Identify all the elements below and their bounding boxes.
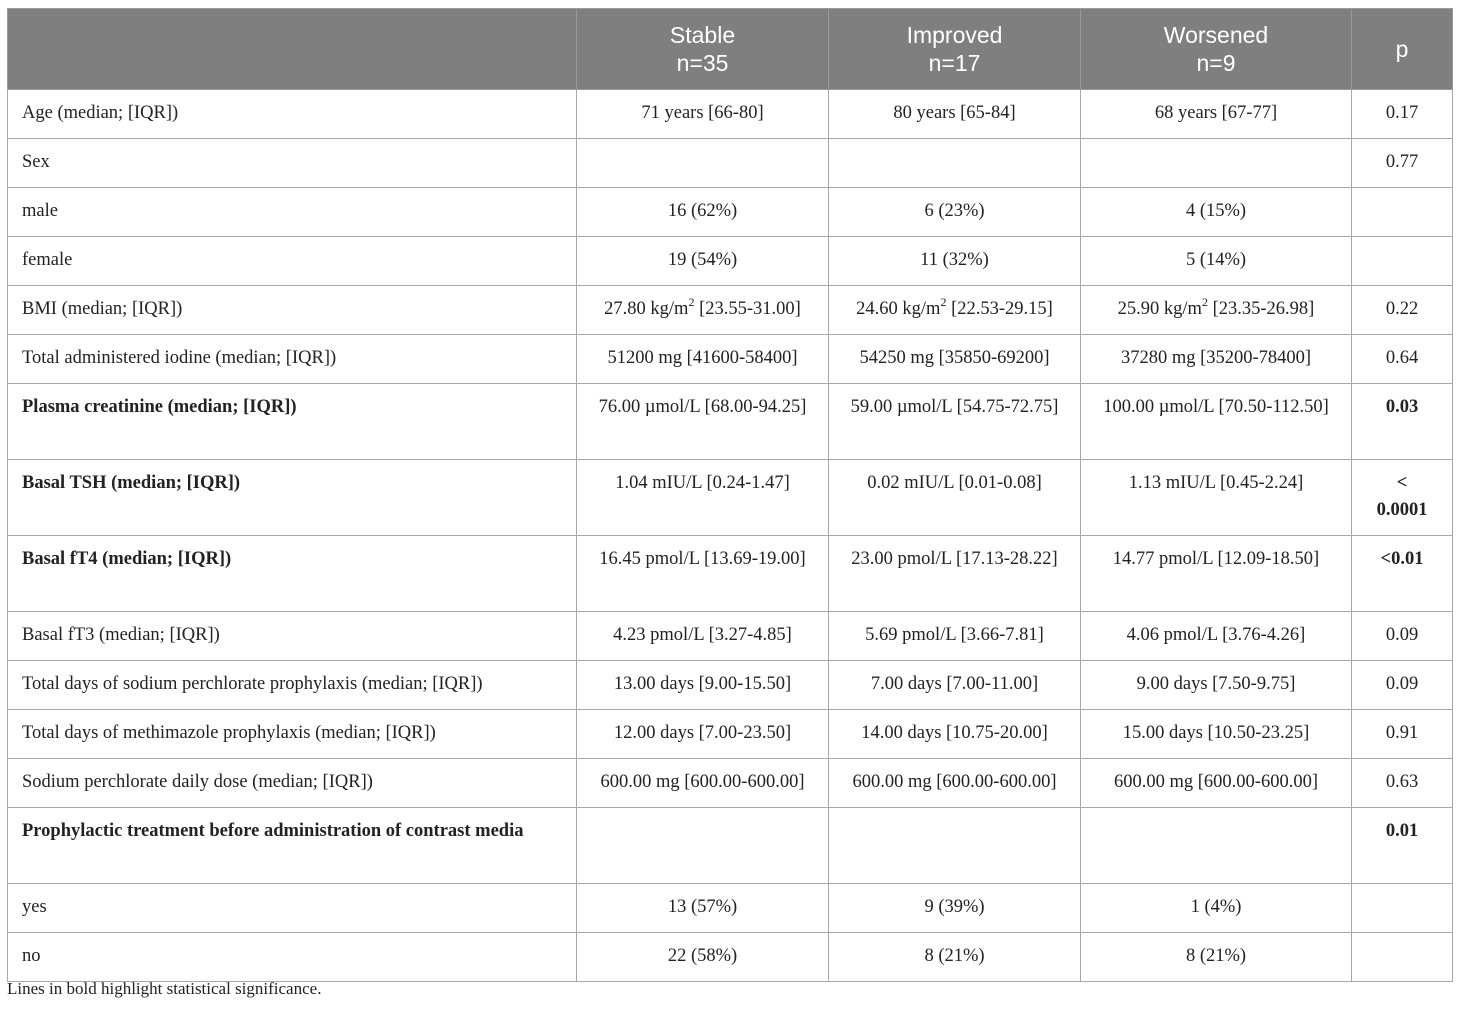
- cell-improved: 0.02 mIU/L [0.01-0.08]: [829, 460, 1081, 536]
- cell-stable: 22 (58%): [577, 933, 829, 982]
- row-label: Age (median; [IQR]): [8, 90, 577, 139]
- header-cell-stable: Stable n=35: [577, 9, 829, 90]
- cell-stable: 51200 mg [41600-58400]: [577, 335, 829, 384]
- header-cell-p: p: [1352, 9, 1453, 90]
- table-row-perchlorate-days: [8, 661, 1453, 710]
- cell-worsened: 1 (4%): [1081, 884, 1352, 933]
- header-row: [8, 9, 1453, 90]
- table-row-bmi: [8, 286, 1453, 335]
- cell-worsened: 5 (14%): [1081, 237, 1352, 286]
- cell-improved: [829, 808, 1081, 884]
- cell-stable: 16 (62%): [577, 188, 829, 237]
- cell-p: [1352, 933, 1453, 982]
- table-row-prophylactic-treatment: [8, 808, 1453, 884]
- cell-stable: 13.00 days [9.00-15.50]: [577, 661, 829, 710]
- table-row-methimazole-days: [8, 710, 1453, 759]
- table-row-ft3: [8, 612, 1453, 661]
- cell-worsened: 14.77 pmol/L [12.09-18.50]: [1081, 536, 1352, 612]
- header-cell-improved: Improved n=17: [829, 9, 1081, 90]
- cell-p: 0.22: [1352, 286, 1453, 335]
- cell-stable: [577, 139, 829, 188]
- cell-p: 0.03: [1352, 384, 1453, 460]
- cell-stable: 71 years [66-80]: [577, 90, 829, 139]
- cell-stable: 600.00 mg [600.00-600.00]: [577, 759, 829, 808]
- cell-worsened: 37280 mg [35200-78400]: [1081, 335, 1352, 384]
- cell-worsened: 9.00 days [7.50-9.75]: [1081, 661, 1352, 710]
- table-row-sex: [8, 139, 1453, 188]
- row-label: yes: [8, 884, 577, 933]
- cell-improved: 54250 mg [35850-69200]: [829, 335, 1081, 384]
- cell-worsened: 4.06 pmol/L [3.76-4.26]: [1081, 612, 1352, 661]
- row-label: female: [8, 237, 577, 286]
- cell-stable: 27.80 $kg/m^2$ [23.55-31.00]: [577, 286, 829, 335]
- cell-worsened: [1081, 808, 1352, 884]
- table-row-female: [8, 237, 1453, 286]
- table-row-age: [8, 90, 1453, 139]
- cell-stable: 1.04 mIU/L [0.24-1.47]: [577, 460, 829, 536]
- row-label: Total days of sodium perchlorate prophylaxis (median; [IQR]): [8, 661, 577, 710]
- row-label: male: [8, 188, 577, 237]
- cell-p: [1352, 188, 1453, 237]
- cell-improved: 23.00 pmol/L [17.13-28.22]: [829, 536, 1081, 612]
- table-row-male: [8, 188, 1453, 237]
- cell-improved: 5.69 pmol/L [3.66-7.81]: [829, 612, 1081, 661]
- cell-p: 0.09: [1352, 661, 1453, 710]
- cell-stable: 13 (57%): [577, 884, 829, 933]
- cell-stable: 4.23 pmol/L [3.27-4.85]: [577, 612, 829, 661]
- cell-improved: 14.00 days [10.75-20.00]: [829, 710, 1081, 759]
- cell-improved: 11 (32%): [829, 237, 1081, 286]
- cell-p: <0.01: [1352, 536, 1453, 612]
- cell-p: 0.17: [1352, 90, 1453, 139]
- superscript: 2: [688, 294, 695, 309]
- cell-stable: 76.00 µmol/L [68.00-94.25]: [577, 384, 829, 460]
- row-label: Sodium perchlorate daily dose (median; [IQR]): [8, 759, 577, 808]
- cell-worsened: 15.00 days [10.50-23.25]: [1081, 710, 1352, 759]
- cell-worsened: 4 (15%): [1081, 188, 1352, 237]
- table-row-iodine: [8, 335, 1453, 384]
- cell-improved: 9 (39%): [829, 884, 1081, 933]
- cell-worsened: 1.13 mIU/L [0.45-2.24]: [1081, 460, 1352, 536]
- header-cell-worsened: Worsened n=9: [1081, 9, 1352, 90]
- cell-improved: [829, 139, 1081, 188]
- row-label: Prophylactic treatment before administration of contrast media: [8, 808, 577, 884]
- cell-p: 0.64: [1352, 335, 1453, 384]
- row-label: Basal TSH (median; [IQR]): [8, 460, 577, 536]
- cell-p: 0.77: [1352, 139, 1453, 188]
- row-label: Basal fT4 (median; [IQR]): [8, 536, 577, 612]
- table-footnote: Lines in bold highlight statistical significance.: [7, 979, 322, 998]
- cell-p: [1352, 884, 1453, 933]
- cell-stable: [577, 808, 829, 884]
- cell-worsened: 25.90 $kg/m^2$ [23.35-26.98]: [1081, 286, 1352, 335]
- cell-stable: 12.00 days [7.00-23.50]: [577, 710, 829, 759]
- row-label: Total days of methimazole prophylaxis (median; [IQR]): [8, 710, 577, 759]
- table-row-yes: [8, 884, 1453, 933]
- cell-p: < 0.0001: [1352, 460, 1453, 536]
- data-table: [7, 8, 1453, 982]
- cell-worsened: 100.00 µmol/L [70.50-112.50]: [1081, 384, 1352, 460]
- header-cell-label: [8, 9, 577, 90]
- table-container: [7, 8, 1452, 982]
- cell-improved: 59.00 µmol/L [54.75-72.75]: [829, 384, 1081, 460]
- cell-improved: 24.60 $kg/m^2$ [22.53-29.15]: [829, 286, 1081, 335]
- cell-p: 0.91: [1352, 710, 1453, 759]
- row-label: BMI (median; [IQR]): [8, 286, 577, 335]
- cell-worsened: 600.00 mg [600.00-600.00]: [1081, 759, 1352, 808]
- table-row-ft4: [8, 536, 1453, 612]
- table-body: [8, 90, 1453, 982]
- row-label: Basal fT3 (median; [IQR]): [8, 612, 577, 661]
- cell-worsened: 68 years [67-77]: [1081, 90, 1352, 139]
- cell-improved: 7.00 days [7.00-11.00]: [829, 661, 1081, 710]
- cell-improved: 6 (23%): [829, 188, 1081, 237]
- table-row-tsh: [8, 460, 1453, 536]
- table-header: [8, 9, 1453, 90]
- superscript: 2: [1201, 294, 1208, 309]
- row-label: Plasma creatinine (median; [IQR]): [8, 384, 577, 460]
- row-label: Sex: [8, 139, 577, 188]
- cell-worsened: [1081, 139, 1352, 188]
- row-label: Total administered iodine (median; [IQR]): [8, 335, 577, 384]
- cell-stable: 19 (54%): [577, 237, 829, 286]
- cell-p: 0.63: [1352, 759, 1453, 808]
- table-row-perchlorate-dose: [8, 759, 1453, 808]
- row-label: no: [8, 933, 577, 982]
- cell-stable: 16.45 pmol/L [13.69-19.00]: [577, 536, 829, 612]
- cell-improved: 80 years [65-84]: [829, 90, 1081, 139]
- cell-improved: 600.00 mg [600.00-600.00]: [829, 759, 1081, 808]
- cell-improved: 8 (21%): [829, 933, 1081, 982]
- cell-p: [1352, 237, 1453, 286]
- table-row-creatinine: [8, 384, 1453, 460]
- cell-worsened: 8 (21%): [1081, 933, 1352, 982]
- superscript: 2: [940, 294, 947, 309]
- cell-p: 0.09: [1352, 612, 1453, 661]
- cell-p: 0.01: [1352, 808, 1453, 884]
- table-row-no: [8, 933, 1453, 982]
